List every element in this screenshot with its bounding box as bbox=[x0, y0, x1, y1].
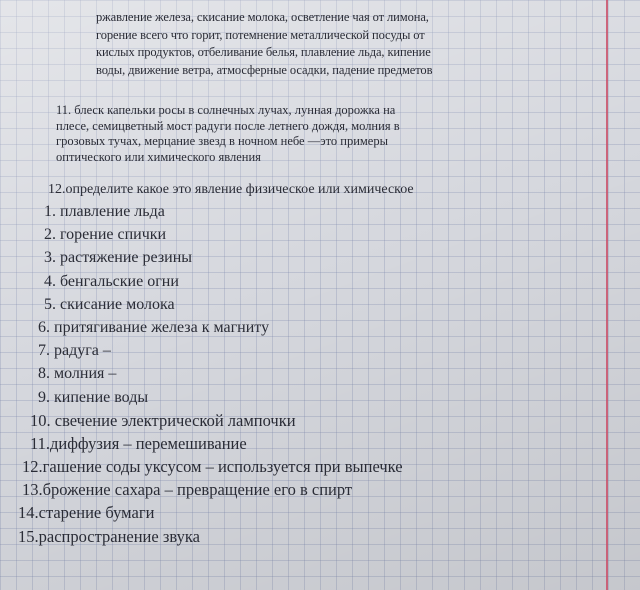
text-line: ржавление железа, скисание молока, осветление чая от лимона, bbox=[96, 10, 429, 24]
list-item: 6. притягивание железа к магниту bbox=[38, 318, 270, 336]
phenomena-list bbox=[18, 200, 604, 548]
text-line: воды, движение ветра, атмосферные осадки, падение предметов bbox=[96, 62, 433, 77]
question-11 bbox=[56, 103, 602, 165]
text-line: грозовых тучах, мерцание звезд в ночном небе —это примеры bbox=[56, 134, 389, 148]
text-line: плесе, семицветный мост радуги после летнего дождя, молния в bbox=[56, 118, 400, 133]
list-item: 8. молния – bbox=[38, 365, 117, 383]
list-item: 15.распространение звука bbox=[18, 526, 200, 546]
list-item: 3. растяжение резины bbox=[44, 249, 193, 267]
text-line: оптического или химического явления bbox=[56, 149, 261, 164]
list-item: 4. бенгальские огни bbox=[44, 272, 179, 290]
list-item: 1. плавление льда bbox=[44, 203, 165, 220]
list-item: 14.старение бумаги bbox=[18, 503, 155, 523]
question-12-heading: 12.определите какое это явление физическое или химическое bbox=[48, 182, 414, 197]
margin-line bbox=[606, 0, 608, 590]
list-item: 2. горение спички bbox=[44, 226, 167, 244]
text-line: 11. блеск капельки росы в солнечных лучах, лунная дорожка на bbox=[56, 103, 396, 117]
list-item: 11.диффузия – перемешивание bbox=[30, 433, 247, 453]
list-item: 12.гашение соды уксусом – используется при выпечке bbox=[22, 457, 403, 477]
text-line: горение всего что горит, потемнение металлической посуды от bbox=[96, 27, 425, 42]
list-item: 7. радуга – bbox=[38, 342, 111, 360]
continuation-paragraph bbox=[96, 9, 602, 79]
list-item: 9. кипение воды bbox=[38, 388, 149, 406]
text-line: кислых продуктов, отбеливание белья, плавление льда, кипение bbox=[96, 45, 431, 59]
list-item: 10. свечение электрической лампочки bbox=[30, 410, 296, 430]
list-item: 13.брожение сахара – превращение его в спирт bbox=[22, 480, 353, 500]
list-item: 5. скисание молока bbox=[44, 295, 175, 313]
